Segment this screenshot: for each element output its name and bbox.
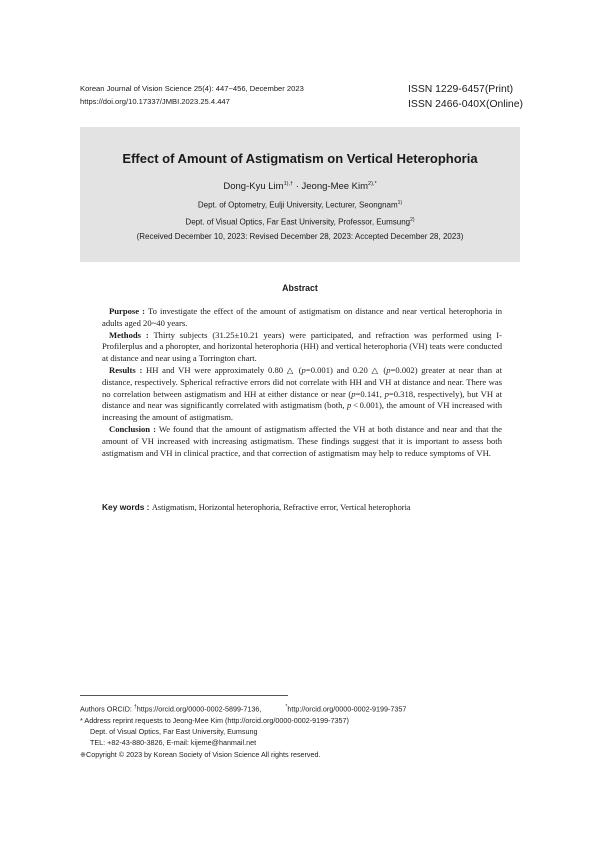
orcid-link[interactable]: http://orcid.org/0000-0002-9199-7357 xyxy=(287,704,407,714)
section-text: Thirty subjects (31.25±10.21 years) were participated, and refraction was performed using I-Profilerplus and a phoropter, and horizontal heterophoria (HH) and vertical heterophoria (VH) teats were conducted at distance and near using a Torrington chart. xyxy=(102,329,503,364)
section-text: =0.001) and 0.20 △ ( xyxy=(305,364,387,375)
footnote-divider xyxy=(80,695,288,696)
issn-block xyxy=(408,83,523,112)
copyright: ※Copyright © 2023 by Korean Society of Vision Science All rights reserved. xyxy=(80,749,321,759)
affiliation-mark: 1) xyxy=(397,200,403,207)
author-name: Jeong-Mee Kim xyxy=(301,181,369,193)
section-label: Results : xyxy=(109,364,143,375)
section-label: Purpose : xyxy=(109,306,146,316)
p-symbol: p xyxy=(347,400,352,411)
section-text: We found that the amount of astigmatism affected the VH at both distance and near and that the amount of VH increased with increasing astigmatism. These findings suggest that it is important to assess both astigmatism and VH in clinical practice, and that correction of astigmatism may help to reduce symptoms of VH. xyxy=(102,423,502,458)
journal-header xyxy=(80,83,304,108)
abstract-results xyxy=(102,365,502,424)
doi-link[interactable]: https://doi.org/10.17337/JMBI.2023.25.4.447 xyxy=(80,96,230,106)
section-text: =0.141, xyxy=(355,388,385,399)
journal-citation: Korean Journal of Vision Science 25(4): 447~456, December 2023 xyxy=(80,84,304,93)
keywords-list: Astigmatism, Horizontal heterophoria, Refractive error, Vertical heterophoria xyxy=(151,503,411,512)
affiliation xyxy=(80,196,520,213)
affiliation xyxy=(80,213,520,230)
abstract-conclusion xyxy=(102,424,502,459)
reprint-request: * Address reprint requests to Jeong-Mee Kim (http://orcid.org/0000-0002-9199-7357) xyxy=(80,715,349,725)
abstract-purpose xyxy=(102,306,502,330)
orcid-link[interactable]: https://orcid.org/0000-0002-5899-7136, xyxy=(136,704,262,714)
affiliation-mark: 2) xyxy=(410,216,415,223)
section-label: Conclusion : xyxy=(109,423,156,434)
section-text: To investigate the effect of the amount of astigmatism on distance and near vertical heterophoria in adults aged 20~40 years. xyxy=(102,306,502,328)
paper-title: Effect of Amount of Astigmatism on Vertical Heterophoria xyxy=(122,151,478,166)
author-separator: · xyxy=(293,181,302,193)
author-affil-mark: 2),* xyxy=(368,181,377,187)
issn-online: ISSN 2466-040X(Online) xyxy=(408,98,523,110)
author-name: Dong-Kyu Lim xyxy=(223,181,284,193)
abstract-body xyxy=(102,306,502,459)
contact-info: TEL: +82-43-880-3826, E-mail: kijeme@hanmail.net xyxy=(90,738,257,748)
section-text: =0.002) greater at near than at distance, respectively. Spherical refractive errors did not correlate with HH and VH at distance and near. There was no correlation between astigmatism and HH at either distance or near ( xyxy=(102,364,503,399)
section-text: < 0.001), the amount of VH increased with increasing the amount of astigmatism. xyxy=(102,400,502,423)
abstract-methods xyxy=(102,330,502,365)
orcid-line xyxy=(80,702,406,715)
author-affil-mark: 1),† xyxy=(283,181,294,187)
title-block xyxy=(80,127,520,262)
orcid-mark: † xyxy=(133,704,137,710)
section-text: HH and VH were approximately 0.80 △ ( xyxy=(146,364,302,375)
keywords xyxy=(102,502,411,512)
p-symbol: p xyxy=(386,364,391,375)
p-symbol: p xyxy=(351,388,356,399)
keywords-label: Key words : xyxy=(102,502,150,512)
issn-print: ISSN 1229-6457(Print) xyxy=(408,84,514,95)
orcid-label: Authors ORCID: xyxy=(80,704,134,714)
affiliation-text: Dept. of Optometry, Eulji University, Lecturer, Seongnam xyxy=(197,200,398,210)
p-symbol: p xyxy=(301,364,306,375)
section-text: =0.318, respectively), but VH at distance and near was significantly correlated with astigmatism (both, xyxy=(102,388,502,411)
orcid-mark: * xyxy=(285,704,288,710)
abstract-heading: Abstract xyxy=(282,283,318,293)
reprint-dept: Dept. of Visual Optics, Far East University, Eumsung xyxy=(90,726,258,736)
received-dates: (Received December 10, 2023: Revised December 28, 2023: Accepted December 28, 2023) xyxy=(136,232,464,242)
p-symbol: p xyxy=(384,388,389,399)
affiliation-text: Dept. of Visual Optics, Far East University, Professor, Eumsung xyxy=(185,217,411,227)
footnotes xyxy=(80,702,406,760)
section-label: Methods : xyxy=(109,329,149,340)
author-line xyxy=(80,181,520,192)
